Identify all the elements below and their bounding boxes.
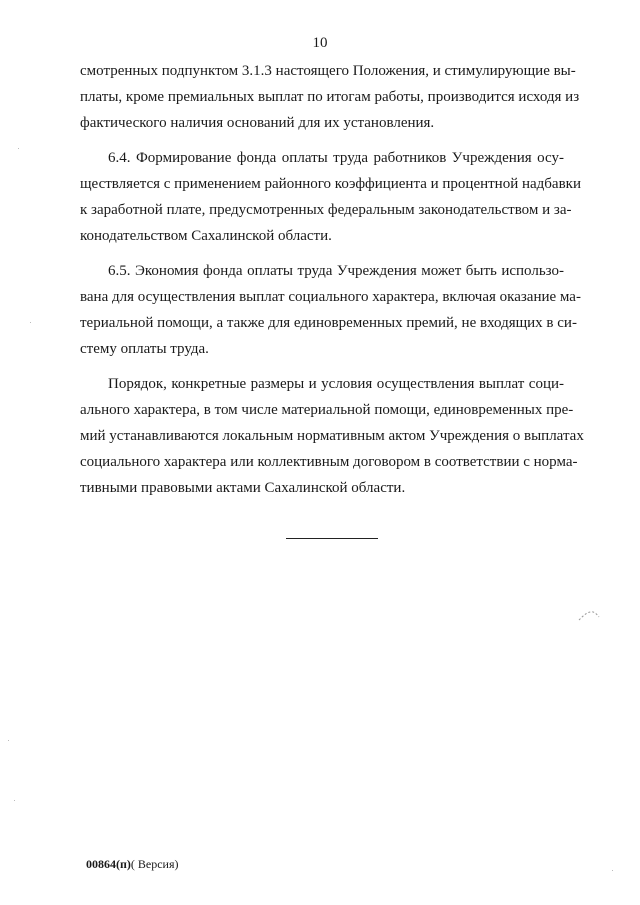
text-line: Порядок, конкретные размеры и условия осуществления выплат соци- (108, 376, 564, 392)
end-of-text-rule (286, 538, 378, 539)
scan-speck (14, 800, 15, 801)
text-line: ального характера, в том числе материальной помощи, единовременных пре- (80, 402, 574, 418)
text-line: мий устанавливаются локальным нормативным актом Учреждения о выплатах (80, 428, 584, 444)
scan-speck (18, 148, 19, 149)
text-line: смотренных подпунктом 3.1.3 настоящего Положения, и стимулирующие вы- (80, 63, 576, 79)
text-line: платы, кроме премиальных выплат по итогам работы, производится исходя из (80, 89, 580, 105)
text-line: к заработной плате, предусмотренных федеральным законодательством и за- (80, 202, 572, 218)
scan-speck (8, 740, 9, 741)
document-body (80, 58, 584, 501)
text-line: социального характера или коллективным договором в соответствии с норма- (80, 454, 578, 470)
text-line: конодательством Сахалинской области. (80, 228, 332, 244)
paragraph-6-5 (80, 258, 581, 362)
scan-speck (612, 870, 613, 871)
scan-speck (30, 322, 31, 323)
paragraph-6-4 (80, 145, 581, 249)
text-line: териальной помощи, а также для единовременных премий, не входящих в си- (80, 315, 577, 331)
scan-artifact-mark (578, 608, 600, 622)
document-footer-code (86, 857, 179, 872)
text-line: ществляется с применением районного коэффициента и процентной надбавки (80, 176, 581, 192)
text-line: фактического наличия оснований для их установления. (80, 115, 435, 131)
text-line: тивными правовыми актами Сахалинской области. (80, 480, 406, 496)
footer-version: ( Версия) (130, 857, 179, 871)
text-line: 6.5. Экономия фонда оплаты труда Учреждения может быть использо- (108, 263, 564, 279)
text-line: вана для осуществления выплат социального характера, включая оказание ма- (80, 289, 581, 305)
text-line: стему оплаты труда. (80, 341, 209, 357)
paragraph-procedure (80, 371, 584, 501)
text-line: 6.4. Формирование фонда оплаты труда работников Учреждения осу- (108, 150, 564, 166)
footer-code-number: 00864(п) (86, 857, 131, 871)
paragraph-continuation (80, 58, 580, 136)
page-number: 10 (312, 35, 328, 51)
